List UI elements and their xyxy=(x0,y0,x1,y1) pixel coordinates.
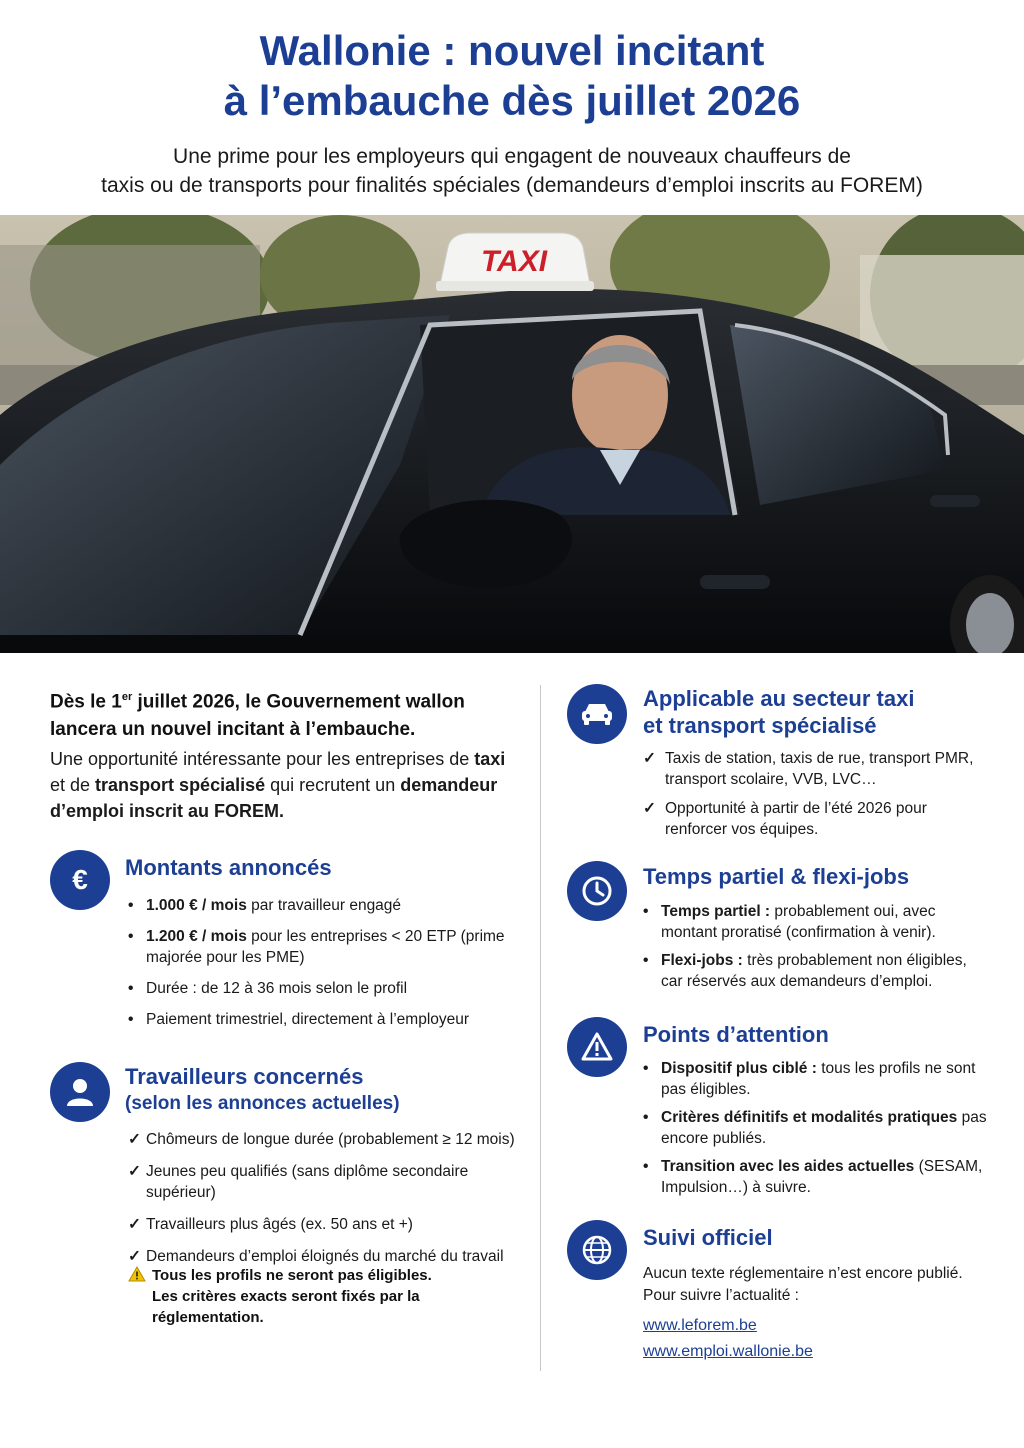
taxi-illustration xyxy=(0,215,1024,653)
warning-triangle-icon xyxy=(128,1266,146,1288)
warning-icon xyxy=(567,1017,627,1077)
intro-heading-part1: Dès le 1 xyxy=(50,691,122,713)
montants-item-bold: 1.000 € / mois xyxy=(146,897,247,914)
travailleurs-list xyxy=(128,1129,528,1267)
montants-title: Montants annoncés xyxy=(125,855,332,880)
warning-line-2: Les critères exacts seront fixés par la réglementation. xyxy=(152,1288,420,1326)
travailleurs-item: Travailleurs plus âgés (ex. 50 ans et +) xyxy=(146,1216,413,1233)
list-item: • 1.200 € / mois pour les entreprises < 20 ETP (prime majorée pour les PME) xyxy=(128,928,505,966)
eligibility-warning xyxy=(128,1265,528,1328)
list-item: ✓ Opportunité à partir de l’été 2026 pour renforcer vos équipes. xyxy=(643,800,927,838)
list-item: • Dispositif plus ciblé : tous les profils ne sont pas éligibles. xyxy=(643,1060,976,1098)
intro-text-b: taxi xyxy=(474,749,506,769)
applicable-title xyxy=(643,685,914,739)
temps-item-bold: Temps partiel : xyxy=(661,903,771,920)
intro-text-c: et de xyxy=(50,775,96,795)
emploi-wallonie-link[interactable]: www.emploi.wallonie.be xyxy=(643,1343,813,1360)
euro-icon xyxy=(50,850,110,910)
travailleurs-item: Demandeurs d’emploi éloignés du marché du travail xyxy=(146,1248,504,1265)
travailleurs-subtitle: (selon les annonces actuelles) xyxy=(125,1093,400,1114)
montants-item-text: Durée : de 12 à 36 mois selon le profil xyxy=(146,980,408,997)
suivi-text-line-1: Aucun texte réglementaire n’est encore publié. xyxy=(643,1265,963,1282)
applicable-list xyxy=(643,748,983,840)
attention-item-bold: Dispositif plus ciblé : xyxy=(661,1060,817,1077)
taxi-sign-text: TAXI xyxy=(480,245,548,278)
travailleurs-item: Jeunes peu qualifiés (sans diplôme secondaire supérieur) xyxy=(146,1163,469,1201)
temps-item-bold: Flexi-jobs : xyxy=(661,952,743,969)
warning-line-1: Tous les profils ne seront pas éligibles. xyxy=(152,1267,432,1284)
intro-text-e: qui recrutent un xyxy=(265,775,401,795)
attention-item-text: (SESAM, Impulsion…) à suivre. xyxy=(661,1158,983,1196)
travailleurs-item: Chômeurs de longue durée (probablement ≥ 12 mois) xyxy=(146,1131,515,1148)
hero-photo xyxy=(0,215,1024,653)
user-icon xyxy=(50,1062,110,1122)
list-item: • Transition avec les aides actuelles (SESAM, Impulsion…) à suivre. xyxy=(643,1158,983,1196)
montants-item-text: Paiement trimestriel, directement à l’employeur xyxy=(146,1011,470,1028)
title-line-1: Wallonie : nouvel incitant xyxy=(259,27,765,74)
intro-text-a: Une opportunité intéressante pour les entreprises de xyxy=(50,749,475,769)
subtitle-line-1: Une prime pour les employeurs qui engagent de nouveaux chauffeurs de xyxy=(173,145,851,168)
suivi-title: Suivi officiel xyxy=(643,1225,773,1250)
list-item: • Flexi-jobs : très probablement non éligibles, car réservés aux demandeurs d’emploi. xyxy=(643,952,967,990)
column-divider xyxy=(540,685,541,1371)
list-item: ✓ Travailleurs plus âgés (ex. 50 ans et +) xyxy=(128,1216,413,1233)
attention-item-bold: Transition avec les aides actuelles xyxy=(661,1158,915,1175)
montants-item-bold: 1.200 € / mois xyxy=(146,928,247,945)
leforem-link[interactable]: www.leforem.be xyxy=(643,1317,757,1334)
applicable-item: Opportunité à partir de l’été 2026 pour renforcer vos équipes. xyxy=(665,800,927,838)
montants-item-text: par travailleur engagé xyxy=(246,897,402,914)
intro-text-f: demandeur d’emploi inscrit au FOREM. xyxy=(50,775,498,821)
car-icon xyxy=(567,684,627,744)
list-item: ✓ Jeunes peu qualifiés (sans diplôme secondaire supérieur) xyxy=(128,1163,469,1201)
temps-list xyxy=(643,901,988,992)
attention-list xyxy=(643,1058,988,1198)
applicable-title-line-2: et transport spécialisé xyxy=(643,713,877,738)
page-title xyxy=(0,26,1024,126)
applicable-item: Taxis de station, taxis de rue, transport PMR, transport scolaire, VVB, LVC… xyxy=(665,750,974,788)
travailleurs-title: Travailleurs concernés xyxy=(125,1064,364,1089)
list-item: • Durée : de 12 à 36 mois selon le profil xyxy=(128,980,408,997)
list-item: • 1.000 € / mois par travailleur engagé xyxy=(128,897,402,914)
intro-text xyxy=(50,746,520,824)
temps-title: Temps partiel & flexi-jobs xyxy=(643,864,910,889)
list-item: • Paiement trimestriel, directement à l’employeur xyxy=(128,1011,470,1028)
montants-item-text: pour les entreprises < 20 ETP (prime majorée pour les PME) xyxy=(146,928,505,966)
intro-heading-sup: er xyxy=(121,691,133,703)
montants-list xyxy=(128,895,523,1030)
intro-heading-part2: juillet 2026, le Gouvernement wallon lancera un nouvel incitant à l’embauche. xyxy=(50,691,465,741)
page-subtitle xyxy=(40,142,984,200)
subtitle-line-2: taxis ou de transports pour finalités spéciales (demandeurs d’emploi inscrits au FOREM) xyxy=(101,174,923,197)
temps-item-text: très probablement non éligibles, car réservés aux demandeurs d’emploi. xyxy=(661,952,967,990)
list-item: • Temps partiel : probablement oui, avec montant proratisé (confirmation à venir). xyxy=(643,903,936,941)
attention-item-text: pas encore publiés. xyxy=(661,1109,987,1147)
title-line-2: à l’embauche dès juillet 2026 xyxy=(223,77,801,124)
applicable-title-line-1: Applicable au secteur taxi xyxy=(643,686,915,711)
globe-icon xyxy=(567,1220,627,1280)
list-item: ✓ Taxis de station, taxis de rue, transport PMR, transport scolaire, VVB, LVC… xyxy=(643,750,974,788)
list-item: ✓ Chômeurs de longue durée (probablement ≥ 12 mois) xyxy=(128,1131,515,1148)
temps-item-text: probablement oui, avec montant proratisé (confirmation à venir). xyxy=(661,903,936,941)
attention-item-text: tous les profils ne sont pas éligibles. xyxy=(661,1060,976,1098)
clock-icon xyxy=(567,861,627,921)
attention-item-bold: Critères définitifs et modalités pratiques xyxy=(661,1109,958,1126)
suivi-text xyxy=(643,1263,993,1307)
list-item: ✓ Demandeurs d’emploi éloignés du marché du travail xyxy=(128,1248,504,1265)
svg-text:€: € xyxy=(72,864,88,895)
intro-text-d: transport spécialisé xyxy=(95,775,266,795)
list-item: • Critères définitifs et modalités pratiques pas encore publiés. xyxy=(643,1109,987,1147)
attention-title: Points d’attention xyxy=(643,1022,829,1047)
content-area xyxy=(0,653,1024,1448)
intro-heading xyxy=(50,683,520,744)
suivi-text-line-2: Pour suivre l’actualité : xyxy=(643,1287,799,1304)
